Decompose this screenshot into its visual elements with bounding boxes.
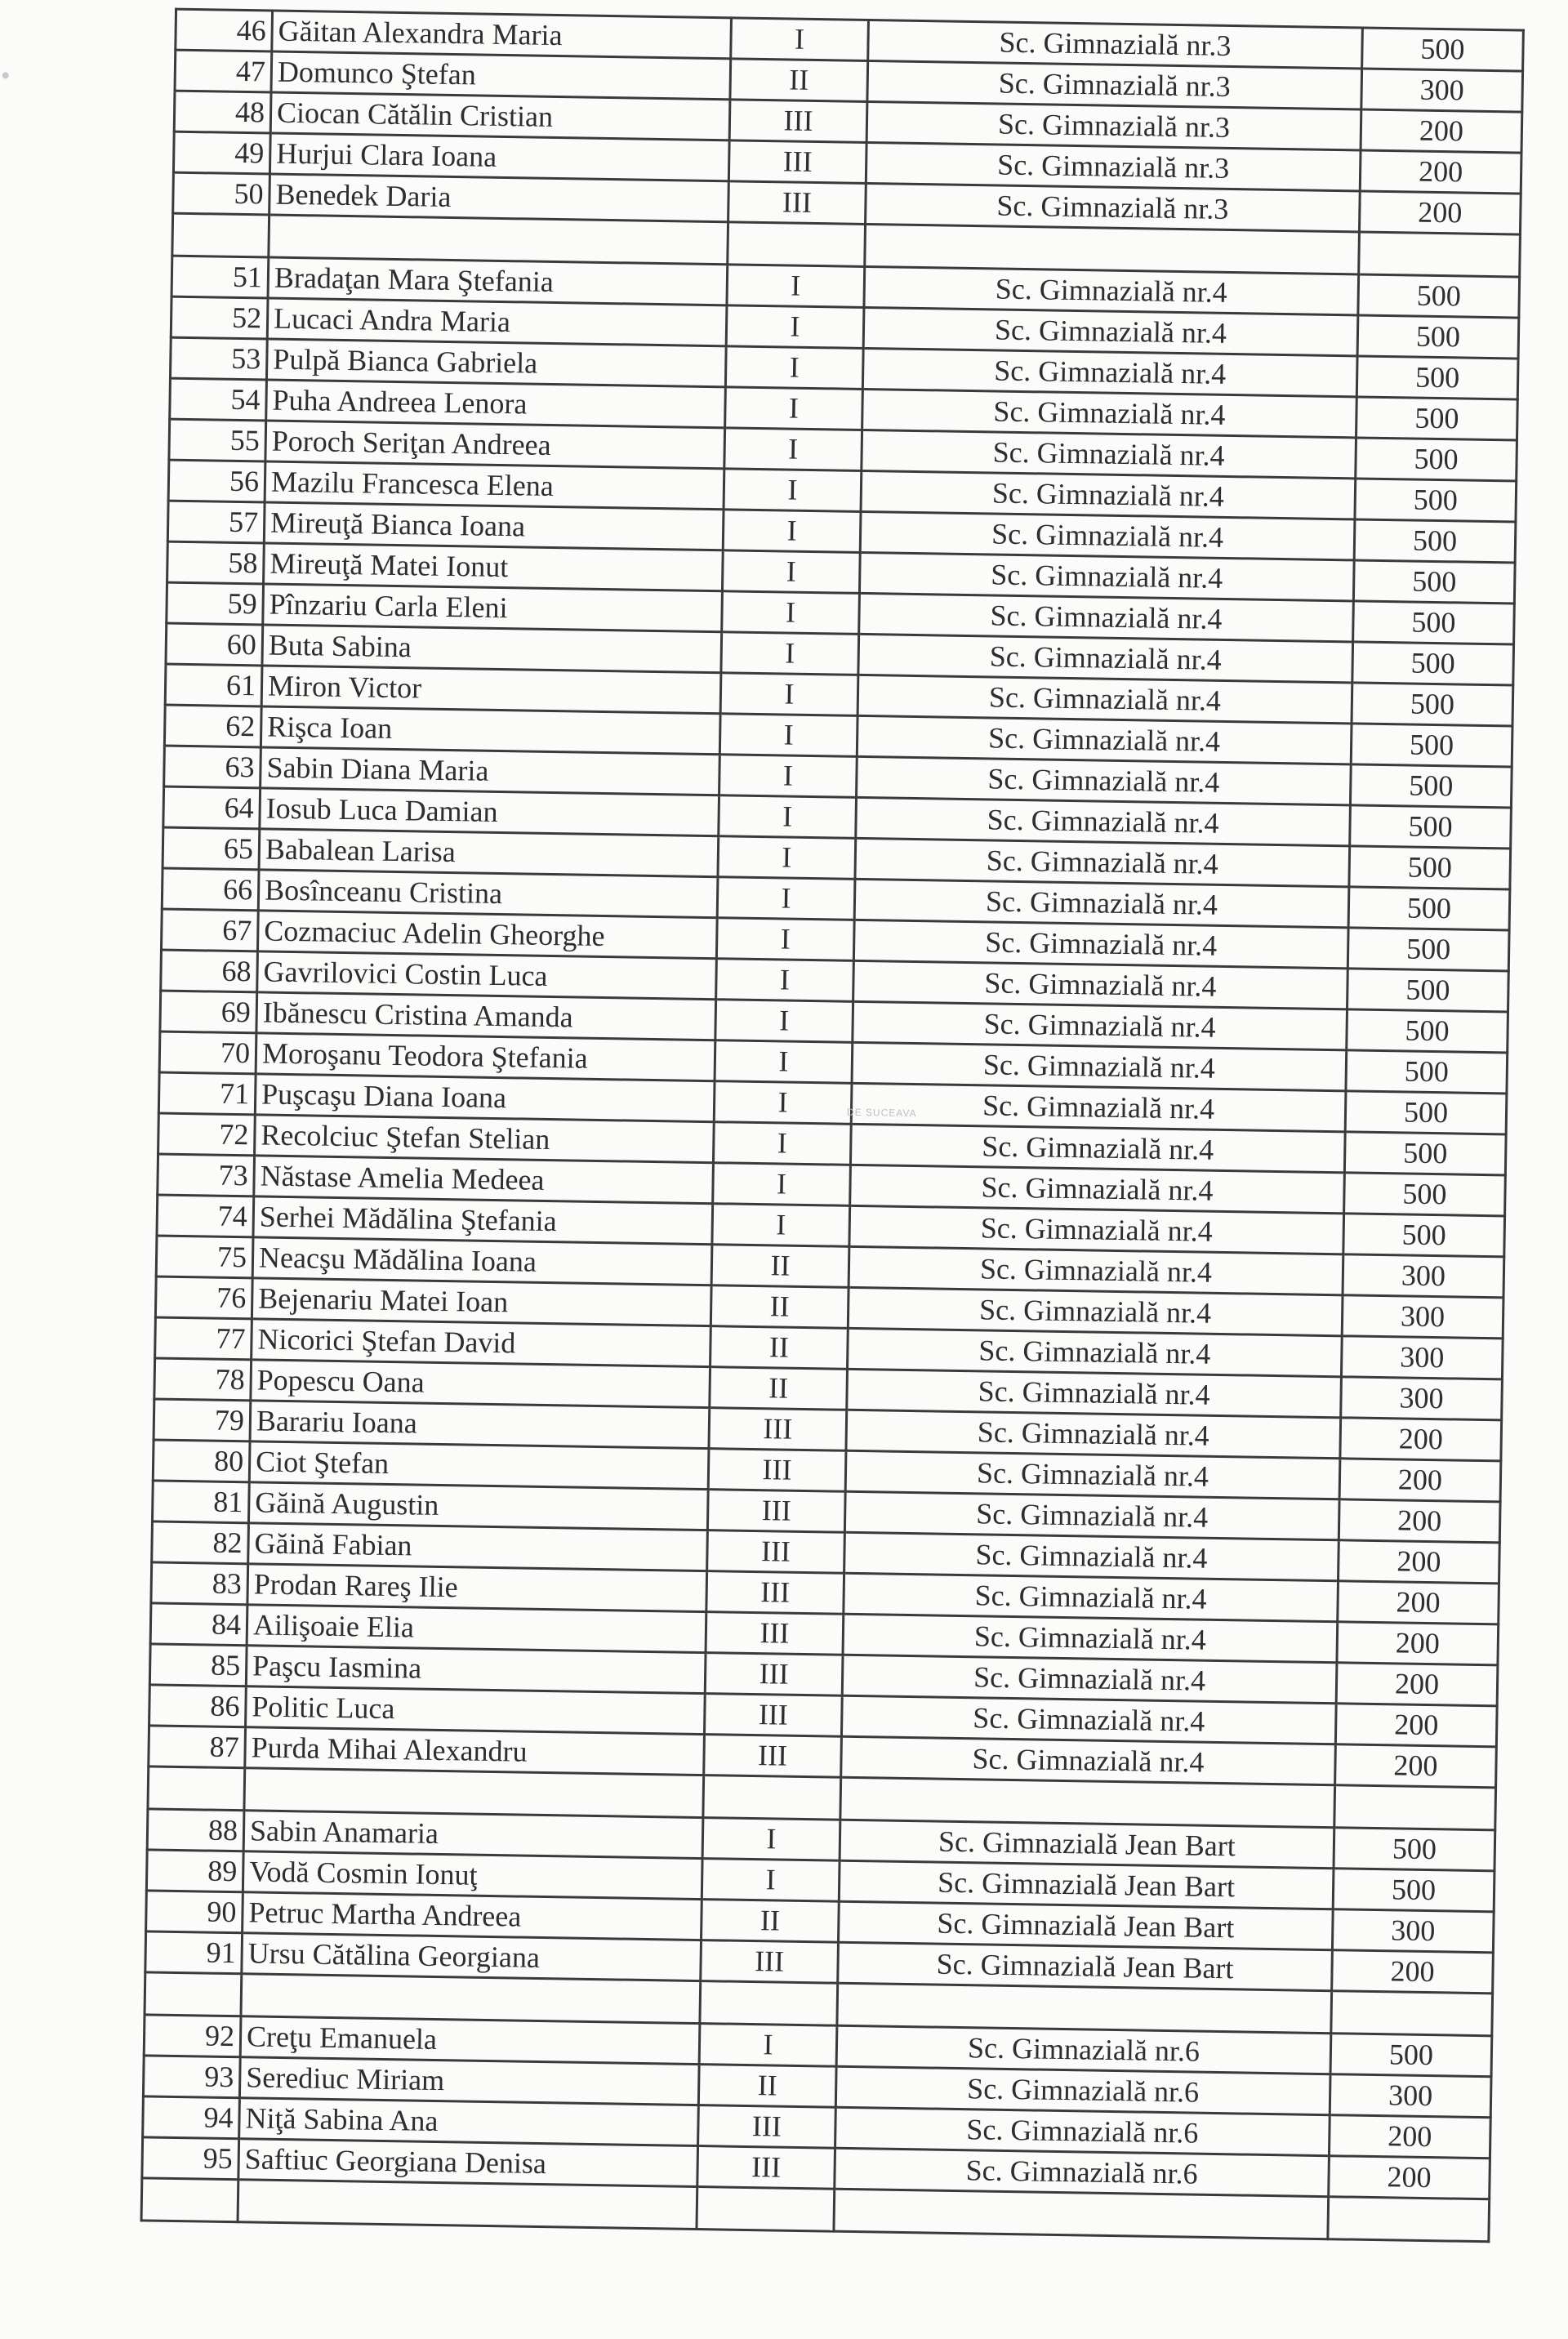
empty-cell xyxy=(1334,1785,1496,1830)
school-name: Sc. Gimnazială nr.4 xyxy=(844,1491,1339,1539)
row-number: 73 xyxy=(158,1154,255,1196)
school-name: Sc. Gimnazială nr.4 xyxy=(843,1614,1338,1662)
class-level: III xyxy=(728,181,866,225)
row-number: 51 xyxy=(172,256,269,298)
class-level: III xyxy=(708,1449,846,1492)
student-name: Moroşanu Teodora Ştefania xyxy=(256,1033,715,1081)
class-level: I xyxy=(719,714,858,757)
school-name: Sc. Gimnazială Jean Bart xyxy=(838,1901,1333,1949)
school-name: Sc. Gimnazială nr.6 xyxy=(835,2148,1330,2196)
award-amount: 500 xyxy=(1358,274,1520,318)
row-number: 74 xyxy=(157,1195,254,1237)
school-name: Sc. Gimnazială nr.4 xyxy=(852,1042,1347,1090)
award-amount: 500 xyxy=(1356,356,1518,399)
award-amount: 500 xyxy=(1348,887,1510,930)
row-number: 62 xyxy=(164,705,261,747)
award-amount: 300 xyxy=(1330,2074,1491,2118)
student-name: Sabin Anamaria xyxy=(243,1811,703,1859)
school-name: Sc. Gimnazială nr.4 xyxy=(853,1001,1348,1049)
empty-cell xyxy=(837,1983,1332,2033)
school-name: Sc. Gimnazială nr.6 xyxy=(835,2107,1330,2155)
award-amount: 500 xyxy=(1343,1214,1505,1257)
row-number: 55 xyxy=(169,419,266,461)
school-name: Sc. Gimnazială nr.4 xyxy=(863,307,1358,355)
student-name: Poroch Seriţan Andreea xyxy=(265,421,725,469)
row-number: 69 xyxy=(160,991,257,1033)
student-name: Recolciuc Ştefan Stelian xyxy=(255,1115,715,1163)
school-name: Sc. Gimnazială nr.4 xyxy=(859,552,1354,600)
empty-cell xyxy=(238,2180,697,2230)
class-level: III xyxy=(705,1653,843,1696)
school-name: Sc. Gimnazială nr.4 xyxy=(853,920,1348,968)
award-amount: 200 xyxy=(1360,150,1521,194)
row-number: 75 xyxy=(156,1236,253,1278)
school-name: Sc. Gimnazială nr.4 xyxy=(841,1695,1336,1744)
class-level: I xyxy=(722,591,860,635)
school-name: Sc. Gimnazială nr.4 xyxy=(864,266,1359,314)
student-name: Vodă Cosmin Ionuţ xyxy=(243,1851,702,1900)
row-number: 49 xyxy=(173,131,270,174)
row-number: 47 xyxy=(175,50,272,92)
student-name: Serhei Mădălina Ştefania xyxy=(253,1196,713,1245)
class-level: I xyxy=(714,1081,852,1125)
award-amount: 200 xyxy=(1337,1622,1499,1665)
award-amount: 500 xyxy=(1334,1828,1495,1871)
class-level: I xyxy=(699,2024,837,2067)
row-number: 53 xyxy=(170,337,267,380)
row-number: 87 xyxy=(149,1726,246,1768)
school-name: Sc. Gimnazială nr.3 xyxy=(866,183,1361,231)
award-amount: 300 xyxy=(1361,69,1523,112)
row-number: 54 xyxy=(170,378,267,421)
row-number: 93 xyxy=(143,2056,240,2098)
award-amount: 500 xyxy=(1351,724,1512,767)
row-number: 68 xyxy=(161,950,258,992)
empty-cell xyxy=(241,1974,701,2024)
student-name: Iosub Luca Damian xyxy=(260,788,719,836)
class-level: III xyxy=(701,1940,839,1984)
award-amount: 500 xyxy=(1352,683,1513,726)
award-amount: 500 xyxy=(1354,519,1516,563)
empty-cell xyxy=(703,1775,841,1820)
award-amount: 500 xyxy=(1356,397,1518,440)
student-name: Nicorici Ştefan David xyxy=(252,1319,711,1367)
row-number: 66 xyxy=(162,868,259,911)
award-amount: 300 xyxy=(1343,1254,1504,1298)
row-number: 77 xyxy=(155,1317,252,1360)
student-name: Miron Victor xyxy=(261,666,721,714)
student-name: Sabin Diana Maria xyxy=(261,747,720,795)
award-amount: 200 xyxy=(1329,2156,1490,2199)
award-amount: 200 xyxy=(1332,1950,1494,1994)
award-amount: 500 xyxy=(1348,969,1509,1012)
student-name: Mireuţă Matei Ionut xyxy=(264,543,724,591)
award-amount: 500 xyxy=(1349,846,1511,889)
row-number: 56 xyxy=(168,460,265,502)
class-level: I xyxy=(726,305,864,349)
school-name: Sc. Gimnazială nr.3 xyxy=(866,101,1361,149)
class-level: I xyxy=(731,18,869,61)
school-name: Sc. Gimnazială nr.4 xyxy=(858,634,1353,682)
student-name: Pulpă Bianca Gabriela xyxy=(266,339,726,387)
student-name: Năstase Amelia Medeea xyxy=(254,1156,714,1204)
row-number: 46 xyxy=(176,9,273,51)
class-level: II xyxy=(710,1367,848,1410)
empty-cell xyxy=(697,2187,835,2232)
student-name: Bradaţan Mara Ştefania xyxy=(268,257,728,305)
school-name: Sc. Gimnazială nr.3 xyxy=(867,60,1362,109)
empty-cell xyxy=(1359,232,1521,277)
student-name: Babalean Larisa xyxy=(259,829,719,877)
award-amount: 300 xyxy=(1341,1377,1503,1420)
empty-cell xyxy=(148,1767,245,1811)
class-level: I xyxy=(716,918,854,961)
class-level: II xyxy=(711,1245,849,1288)
school-name: Sc. Gimnazială nr.4 xyxy=(857,756,1352,804)
student-name: Creţu Emanuela xyxy=(240,2016,700,2065)
class-level: I xyxy=(715,1000,853,1043)
award-amount: 500 xyxy=(1344,1132,1506,1175)
row-number: 48 xyxy=(174,91,271,133)
row-number: 81 xyxy=(152,1481,249,1523)
student-name: Pînzariu Carla Eleni xyxy=(263,584,723,632)
row-number: 88 xyxy=(147,1809,244,1851)
class-level: III xyxy=(706,1612,844,1655)
student-name: Lucaci Andra Maria xyxy=(267,298,727,346)
student-name: Barariu Ioana xyxy=(250,1401,710,1449)
school-name: Sc. Gimnazială nr.4 xyxy=(858,675,1352,723)
award-amount: 500 xyxy=(1347,1009,1508,1053)
row-number: 79 xyxy=(154,1399,251,1441)
student-name: Ursu Cătălina Georgiana xyxy=(242,1933,702,1981)
student-name: Ibănescu Cristina Amanda xyxy=(256,992,716,1040)
student-name: Hurjui Clara Ioana xyxy=(270,133,729,181)
empty-cell xyxy=(700,1981,838,2026)
student-name: Puşcaşu Diana Ioana xyxy=(255,1074,715,1122)
empty-cell xyxy=(145,1972,242,2016)
award-amount: 500 xyxy=(1346,1050,1508,1094)
student-name: Rişca Ioan xyxy=(261,706,720,755)
class-level: I xyxy=(713,1163,851,1206)
award-amount: 300 xyxy=(1332,1909,1494,1953)
school-name: Sc. Gimnazială nr.6 xyxy=(836,2025,1331,2074)
class-level: I xyxy=(721,632,859,675)
award-amount: 200 xyxy=(1340,1418,1502,1461)
class-level: III xyxy=(728,140,866,184)
student-name: Găitan Alexandra Maria xyxy=(272,11,732,59)
class-level: III xyxy=(698,2105,836,2149)
student-name: Serediuc Miriam xyxy=(239,2057,699,2105)
row-number: 50 xyxy=(173,172,270,215)
row-number: 95 xyxy=(142,2137,239,2180)
row-number: 72 xyxy=(158,1113,256,1156)
award-amount: 200 xyxy=(1335,1704,1497,1747)
student-name: Ciocan Cătălin Cristian xyxy=(270,92,730,140)
school-name: Sc. Gimnazială Jean Bart xyxy=(839,1860,1334,1909)
row-number: 90 xyxy=(146,1891,243,1933)
class-level: II xyxy=(710,1285,849,1329)
class-level: I xyxy=(725,346,863,390)
award-amount: 500 xyxy=(1333,1869,1494,1912)
empty-cell xyxy=(728,222,866,267)
row-number: 76 xyxy=(155,1276,252,1319)
class-level: I xyxy=(716,959,854,1002)
award-amount: 500 xyxy=(1355,479,1517,522)
award-amount: 200 xyxy=(1339,1459,1501,1502)
school-name: Sc. Gimnazială nr.4 xyxy=(856,797,1351,845)
class-level: I xyxy=(724,428,862,471)
class-level: II xyxy=(702,1900,840,1943)
school-name: Sc. Gimnazială nr.4 xyxy=(845,1450,1340,1499)
student-name: Saftiuc Georgiana Denisa xyxy=(238,2139,698,2187)
row-number: 82 xyxy=(152,1521,249,1564)
student-name: Bejenariu Matei Ioan xyxy=(252,1278,711,1326)
empty-cell xyxy=(1331,1991,1493,2036)
class-level: III xyxy=(704,1735,842,1778)
award-roster-table xyxy=(140,8,1525,2243)
student-name: Benedek Daria xyxy=(270,174,729,222)
award-amount: 200 xyxy=(1359,191,1521,234)
award-amount: 300 xyxy=(1342,1295,1503,1339)
student-name: Purda Mihai Alexandru xyxy=(245,1727,705,1775)
empty-cell xyxy=(244,1768,704,1818)
school-name: Sc. Gimnazială nr.4 xyxy=(853,960,1348,1009)
row-number: 64 xyxy=(163,786,261,829)
student-name: Prodan Rareş Ilie xyxy=(247,1564,707,1612)
row-number: 91 xyxy=(145,1931,243,1974)
class-level: I xyxy=(715,1040,853,1084)
school-name: Sc. Gimnazială nr.4 xyxy=(857,715,1352,764)
school-name: Sc. Gimnazială nr.4 xyxy=(862,430,1356,478)
student-name: Paşcu Iasmina xyxy=(246,1646,706,1694)
school-name: Sc. Gimnazială nr.4 xyxy=(841,1736,1336,1784)
award-amount: 200 xyxy=(1361,109,1522,153)
row-number: 85 xyxy=(149,1644,247,1686)
school-name: Sc. Gimnazială nr.4 xyxy=(846,1410,1341,1458)
row-number: 70 xyxy=(159,1031,256,1074)
row-number: 59 xyxy=(167,582,264,625)
school-name: Sc. Gimnazială nr.4 xyxy=(849,1205,1344,1254)
award-amount: 500 xyxy=(1350,764,1512,808)
student-name: Gavrilovici Costin Luca xyxy=(257,951,717,1000)
class-level: II xyxy=(698,2065,836,2108)
roster-body xyxy=(141,9,1523,2242)
school-name: Sc. Gimnazială nr.4 xyxy=(850,1165,1345,1213)
student-name: Ciot Ştefan xyxy=(249,1441,709,1490)
stamp-bleed-watermark: DE SUCEAVA xyxy=(846,1106,917,1120)
class-level: II xyxy=(730,59,868,102)
award-amount: 500 xyxy=(1362,28,1524,71)
award-amount: 200 xyxy=(1339,1540,1500,1584)
award-amount: 500 xyxy=(1344,1173,1506,1216)
school-name: Sc. Gimnazială nr.4 xyxy=(842,1655,1337,1703)
row-number: 63 xyxy=(164,746,261,788)
row-number: 78 xyxy=(154,1358,252,1401)
class-level: I xyxy=(702,1859,840,1902)
award-amount: 200 xyxy=(1336,1663,1498,1706)
empty-cell xyxy=(141,2178,238,2222)
class-level: I xyxy=(719,755,858,798)
class-level: I xyxy=(725,387,863,430)
award-amount: 200 xyxy=(1339,1499,1500,1543)
student-name: Buta Sabina xyxy=(262,625,722,673)
row-number: 71 xyxy=(158,1072,256,1115)
student-name: Petruc Martha Andreea xyxy=(243,1892,702,1940)
empty-cell xyxy=(1328,2197,1490,2242)
class-level: III xyxy=(697,2146,835,2190)
row-number: 86 xyxy=(149,1685,247,1727)
scan-speck xyxy=(2,72,9,78)
row-number: 67 xyxy=(161,909,258,951)
empty-cell xyxy=(865,224,1360,274)
student-name: Găină Fabian xyxy=(248,1523,708,1571)
row-number: 65 xyxy=(163,827,260,870)
school-name: Sc. Gimnazială nr.4 xyxy=(851,1083,1346,1131)
row-number: 61 xyxy=(165,664,262,706)
award-amount: 500 xyxy=(1353,601,1515,644)
class-level: III xyxy=(709,1408,847,1451)
award-amount: 500 xyxy=(1357,315,1519,359)
empty-cell xyxy=(172,213,270,257)
award-amount: 500 xyxy=(1348,928,1509,971)
school-name: Sc. Gimnazială nr.4 xyxy=(848,1328,1343,1376)
row-number: 60 xyxy=(166,623,263,666)
school-name: Sc. Gimnazială nr.4 xyxy=(849,1246,1343,1294)
student-name: Mireuţă Bianca Ioana xyxy=(264,502,724,550)
class-level: I xyxy=(727,265,865,308)
row-number: 84 xyxy=(150,1603,247,1646)
class-level: I xyxy=(722,550,860,594)
school-name: Sc. Gimnazială nr.4 xyxy=(848,1287,1343,1335)
award-amount: 200 xyxy=(1335,1744,1497,1788)
award-amount: 500 xyxy=(1356,438,1517,481)
row-number: 83 xyxy=(151,1562,248,1605)
school-name: Sc. Gimnazială nr.4 xyxy=(859,593,1354,641)
student-name: Cozmaciuc Adelin Gheorghe xyxy=(257,911,717,959)
empty-cell xyxy=(834,2189,1329,2239)
student-name: Puha Andreea Lenora xyxy=(266,380,726,428)
school-name: Sc. Gimnazială nr.4 xyxy=(850,1124,1345,1172)
student-name: Popescu Oana xyxy=(251,1360,710,1408)
school-name: Sc. Gimnazială nr.4 xyxy=(862,348,1357,396)
student-name: Politic Luca xyxy=(246,1686,706,1735)
school-name: Sc. Gimnazială nr.3 xyxy=(868,20,1363,68)
student-name: Neacşu Mădălina Ioana xyxy=(252,1237,712,1285)
class-level: I xyxy=(717,877,855,920)
school-name: Sc. Gimnazială nr.3 xyxy=(866,142,1361,190)
student-name: Domunco Ştefan xyxy=(271,51,731,100)
class-level: I xyxy=(724,469,862,512)
row-number: 80 xyxy=(153,1440,250,1482)
school-name: Sc. Gimnazială nr.4 xyxy=(860,511,1355,559)
school-name: Sc. Gimnazială nr.4 xyxy=(855,838,1350,886)
empty-cell xyxy=(269,215,728,265)
class-level: III xyxy=(729,100,867,143)
award-amount: 200 xyxy=(1338,1581,1499,1624)
school-name: Sc. Gimnazială nr.4 xyxy=(844,1573,1339,1621)
award-amount: 500 xyxy=(1352,642,1514,685)
award-amount: 200 xyxy=(1329,2115,1490,2159)
class-level: I xyxy=(720,673,858,716)
student-name: Ailişoaie Elia xyxy=(247,1605,706,1653)
class-level: III xyxy=(704,1694,842,1737)
school-name: Sc. Gimnazială nr.4 xyxy=(847,1369,1342,1417)
row-number: 94 xyxy=(143,2096,240,2139)
row-number: 58 xyxy=(167,541,265,584)
row-number: 89 xyxy=(146,1850,243,1892)
school-name: Sc. Gimnazială Jean Bart xyxy=(838,1942,1333,1990)
award-amount: 500 xyxy=(1353,560,1515,604)
student-name: Bosînceanu Cristina xyxy=(258,870,718,918)
school-name: Sc. Gimnazială Jean Bart xyxy=(840,1820,1334,1868)
student-name: Niţă Sabina Ana xyxy=(239,2098,699,2146)
row-number: 57 xyxy=(167,501,265,543)
class-level: III xyxy=(707,1490,845,1533)
award-amount: 500 xyxy=(1350,805,1512,849)
school-name: Sc. Gimnazială nr.4 xyxy=(844,1532,1339,1580)
award-amount: 300 xyxy=(1341,1336,1503,1379)
class-level: I xyxy=(702,1818,840,1861)
class-level: III xyxy=(707,1530,845,1574)
class-level: I xyxy=(712,1204,850,1247)
award-amount: 500 xyxy=(1345,1091,1507,1134)
class-level: I xyxy=(719,795,857,839)
row-number: 52 xyxy=(171,296,268,339)
school-name: Sc. Gimnazială nr.6 xyxy=(835,2066,1330,2114)
class-level: I xyxy=(723,510,861,553)
empty-cell xyxy=(840,1777,1335,1827)
student-name: Găină Augustin xyxy=(248,1482,708,1530)
school-name: Sc. Gimnazială nr.4 xyxy=(854,879,1349,927)
class-level: I xyxy=(713,1122,851,1165)
class-level: III xyxy=(706,1571,844,1615)
class-level: I xyxy=(718,836,856,880)
class-level: II xyxy=(710,1326,849,1370)
school-name: Sc. Gimnazială nr.4 xyxy=(861,470,1356,519)
student-name: Mazilu Francesca Elena xyxy=(265,461,724,510)
award-amount: 500 xyxy=(1330,2034,1492,2077)
row-number: 92 xyxy=(144,2015,241,2057)
school-name: Sc. Gimnazială nr.4 xyxy=(862,389,1357,437)
